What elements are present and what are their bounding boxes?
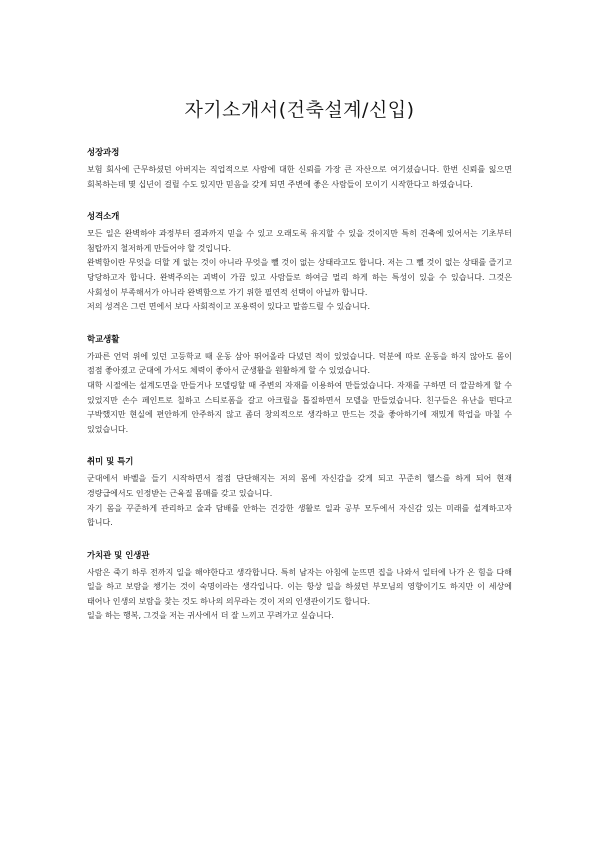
- section-heading: 가치관 및 인생관: [87, 549, 150, 560]
- section-heading: 성격소개: [87, 211, 120, 222]
- paragraph: 가파른 언덕 위에 있던 고등학교 때 운동 삼아 뛰어올라 다녔던 적이 있었습니다. 덕분에 따로 운동을 하지 않아도 몸이 점점 좋아졌고 군대에 가서도 체력이 좋아서 군생활을 원활하게 할 수 있었습니다.: [87, 351, 512, 376]
- document-title: 자기소개서(건축설계/신입): [184, 99, 415, 121]
- section-hobbies: [87, 455, 512, 530]
- paragraph: 자기 몸을 꾸준하게 관리하고 술과 담배를 안하는 건강한 생활로 일과 공부 모두에서 자신감 있는 미래를 설계하고자 합니다.: [87, 503, 512, 528]
- section-personality: [87, 210, 512, 315]
- section-values: [87, 549, 512, 624]
- paragraph: 군대에서 바벨을 들기 시작하면서 점점 단단해지는 저의 몸에 자신감을 갖게 되고 꾸준히 헬스를 하게 되어 현재 경량급에서도 인정받는 근육질 몸매를 갖고 있습니다.: [87, 474, 512, 498]
- section-heading: 학교생활: [87, 333, 120, 344]
- paragraph: 완벽함이란 무엇을 더할 게 없는 것이 아니라 무엇을 뺄 것이 없는 상태라고도 합니다. 저는 그 뺄 것이 없는 상태를 즐기고 당당하고자 합니다. 완벽주의는 괴벽이 가끔 있고 사람들로 하여금 멀리 하게 하는 특성이 있을 수 있습니다. 그것은 사회성이 부족해서가 아니라 완벽함으로 가기 위한 필연적 선택이 아닐까 합니다.: [87, 258, 512, 297]
- paragraph: 일을 하는 행복, 그것을 저는 귀사에서 더 잘 느끼고 꾸려가고 싶습니다.: [87, 611, 334, 621]
- section-growth: [87, 146, 512, 192]
- paragraph: 저의 성격은 그런 면에서 보다 사회적이고 포용력이 있다고 말씀드릴 수 있습니다.: [87, 302, 370, 312]
- section-heading: 취미 및 특기: [87, 456, 134, 467]
- section-school-life: [87, 333, 512, 438]
- paragraph: 모든 일은 완벽하야 과정부터 결과까지 믿을 수 있고 오래도록 유지할 수 있을 것이지만 특히 건축에 있어서는 기초부터 첨탑까지 철저하게 만들어야 할 것입니다.: [87, 229, 512, 253]
- document-page: [87, 95, 512, 642]
- paragraph: 사람은 죽기 하루 전까지 일을 해야한다고 생각합니다. 특히 남자는 아침에 눈뜨면 집을 나와서 일터에 나가 온 힘을 다해 일을 하고 보람을 챙기는 것이 숙명이라는 생각입니다. 이는 항상 일을 하셨던 부모님의 영향이기도 하지만 이 세상에 태어나 인생의 보람을 찾는 것도 하나의 의무라는 것이 저의 인생관이기도 합니다.: [87, 567, 512, 606]
- paragraph: 보험 회사에 근무하셨던 아버지는 직업적으로 사람에 대한 신뢰를 가장 큰 자산으로 여기셨습니다. 한번 신뢰를 잃으면 회복하는데 몇 십년이 걸릴 수도 있지만 믿음을 갖게 되면 주변에 좋은 사람들이 모이기 시작한다고 하였습니다.: [87, 165, 512, 189]
- paragraph: 대학 시절에는 설계도면을 만들거나 모델링할 때 주변의 자재를 이용하여 만들었습니다. 자재를 구하면 더 깔끔하게 할 수 있었지만 손수 페인트로 칠하고 스티로폼을 갈고 아크릴을 톱질하면서 모델을 만들었습니다. 친구들은 유난을 떤다고 구박했지만 현실에 편안하게 안주하지 않고 좀더 창의적으로 생각하고 만드는 것을 좋아하기에 재밌게 학업을 마칠 수 있었습니다.: [87, 380, 512, 434]
- section-heading: 성장과정: [87, 147, 120, 157]
